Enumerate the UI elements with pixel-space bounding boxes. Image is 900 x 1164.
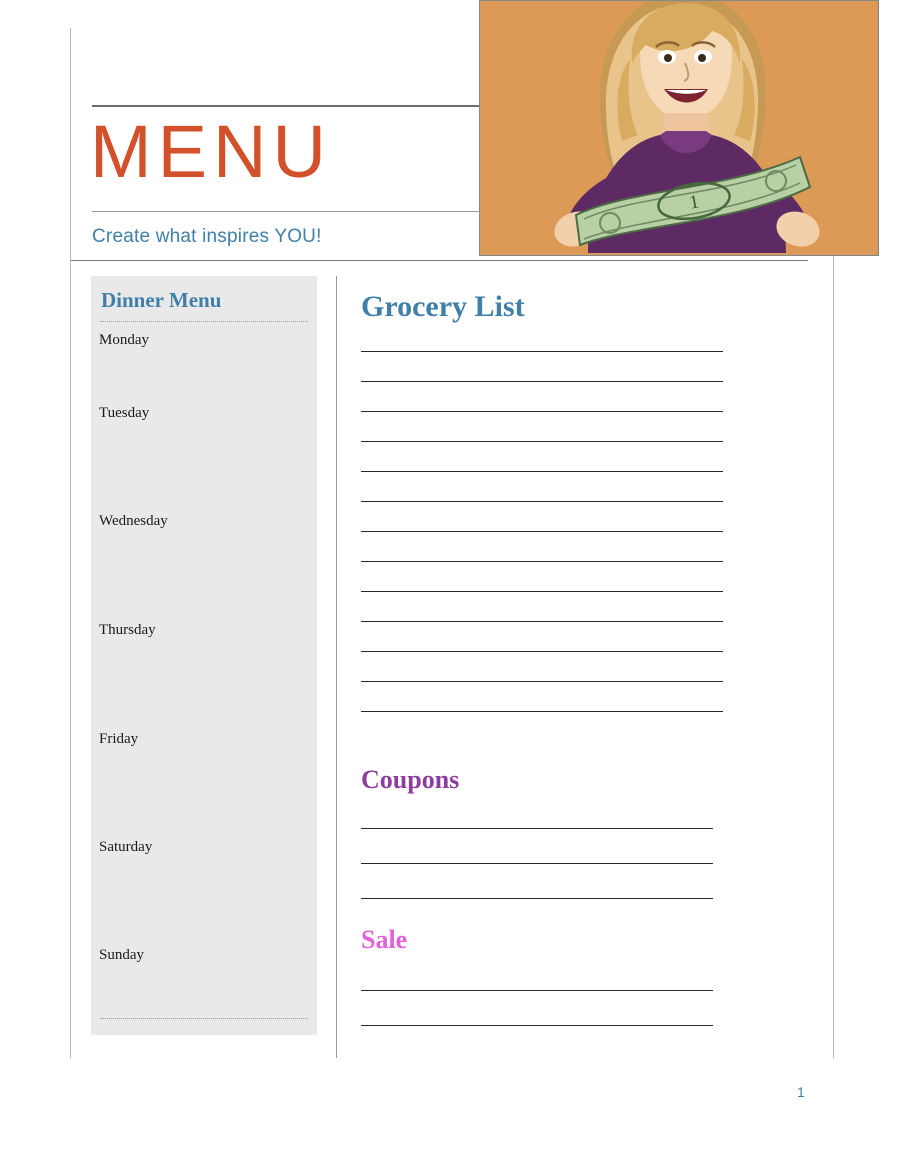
grocery-line-2[interactable] <box>361 381 723 382</box>
coupon-line-3[interactable] <box>361 898 713 899</box>
grocery-line-8[interactable] <box>361 561 723 562</box>
dinner-menu-panel <box>91 276 317 1035</box>
grocery-line-10[interactable] <box>361 621 723 622</box>
grocery-line-6[interactable] <box>361 501 723 502</box>
dinner-menu-divider-top <box>100 321 308 322</box>
dinner-menu-day-sunday[interactable]: Sunday <box>99 947 144 963</box>
coupon-line-2[interactable] <box>361 863 713 864</box>
dinner-menu-heading: Dinner Menu <box>101 288 222 312</box>
dinner-menu-day-saturday[interactable]: Saturday <box>99 839 153 855</box>
grocery-line-9[interactable] <box>361 591 723 592</box>
woman-stretching-dollar-bill-illustration <box>479 0 879 256</box>
coupons-heading: Coupons <box>361 765 460 794</box>
grocery-list-heading: Grocery List <box>361 290 525 323</box>
dinner-menu-day-tuesday[interactable]: Tuesday <box>99 405 150 421</box>
sale-heading: Sale <box>361 925 408 954</box>
illustration-svg <box>480 1 876 253</box>
dinner-menu-day-thursday[interactable]: Thursday <box>99 622 156 638</box>
grocery-line-11[interactable] <box>361 651 723 652</box>
svg-text:1: 1 <box>687 191 701 214</box>
dinner-menu-day-monday[interactable]: Monday <box>99 332 149 348</box>
grocery-line-12[interactable] <box>361 681 723 682</box>
grocery-line-5[interactable] <box>361 471 723 472</box>
grocery-line-3[interactable] <box>361 411 723 412</box>
column-divider-rule <box>336 276 337 1058</box>
sale-line-2[interactable] <box>361 1025 713 1026</box>
dinner-menu-day-friday[interactable]: Friday <box>99 731 139 747</box>
left-margin-rule <box>70 28 71 1058</box>
dinner-menu-divider-bottom <box>100 1018 308 1019</box>
sale-line-1[interactable] <box>361 990 713 991</box>
page-number: 1 <box>797 1084 805 1100</box>
coupon-line-1[interactable] <box>361 828 713 829</box>
grocery-line-13[interactable] <box>361 711 723 712</box>
grocery-line-1[interactable] <box>361 351 723 352</box>
grocery-line-4[interactable] <box>361 441 723 442</box>
grocery-line-7[interactable] <box>361 531 723 532</box>
page-tagline: Create what inspires YOU! <box>92 226 322 247</box>
dinner-menu-day-wednesday[interactable]: Wednesday <box>99 513 168 529</box>
header-rule-bottom <box>71 260 808 261</box>
page-title: MENU <box>90 110 332 193</box>
